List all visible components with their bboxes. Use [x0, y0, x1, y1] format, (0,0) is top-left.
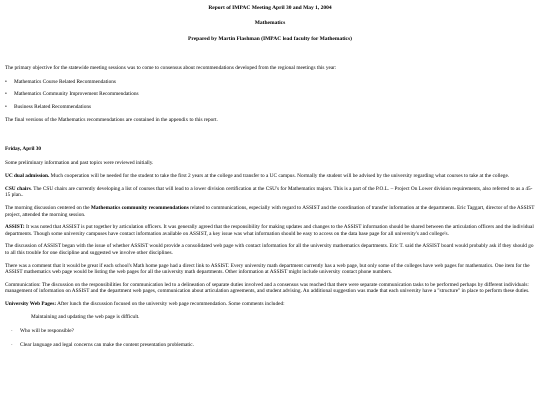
bullet-icon: · [11, 341, 13, 348]
assist-discussion-paragraph: The discussion of ASSIST began with the issue of whether ASSIST would provide a consolidated web page with contact information for all the university mathematics departments. Eric T. said the ASSIST board would probably ask if they should go to all this trouble for one discipline and suggested we involve other disciplines. [5, 243, 534, 256]
preliminary-paragraph: Some preliminary information and past topics were reviewed initially. [5, 159, 154, 166]
csu-chairs-paragraph [5, 186, 535, 199]
assist-text: It was noted that ASSIST is put together by articulation officers. It was generally agreed that the responsibility for making updates and changes to the ASSIST information should be shared between the articulation officers and the individual departments. Though some university campuses have contact information available on ASSIST, a key issue was what information should be easy to access on the data base page for all university's and college's. [5, 224, 534, 237]
bullet-icon: · [11, 328, 13, 335]
section-heading-friday: Friday, April 30 [5, 145, 42, 152]
indented-note: Maintaining and updating the web page is difficult. [31, 314, 140, 321]
list-item-label: Mathematics Course Related Recommendations [14, 78, 116, 85]
web-pages-paragraph [5, 301, 535, 308]
uc-label: UC dual admission. [5, 173, 50, 180]
web-label: University Web Pages: [5, 300, 57, 307]
bullet-icon: • [5, 103, 7, 110]
bullet-icon: • [5, 78, 7, 85]
list-item [5, 91, 535, 98]
csu-label: CSU chairs [5, 185, 31, 192]
list-item [5, 79, 535, 86]
morning-bold: Mathematics community recommendations [90, 204, 189, 211]
morning-pre: The morning discussion centered on the [5, 204, 91, 211]
uc-text: Much cooperation will be needed for the student to take the first 2 years at the college and transfer to a UC campus. Normally the student will be advised by the university regarding what courses to take at the college. [49, 173, 510, 180]
final-versions-paragraph: The final versions of the Mathematics recommendations are contained in the appendix to this report. [5, 117, 218, 124]
objective-paragraph: The primary objective for the statewide meeting sessions was to come to consensus about recommendations developed from the regional meetings this year: [5, 65, 337, 71]
morning-discussion-paragraph [5, 205, 535, 218]
home-page-paragraph: There was a comment that it would be great if each school's Math home page had a direct link to ASSIST. Every university math department currently has a web page, but only some of the colleges have web pages for mathematics. One item for the ASSIST mathematics web page would be listing the web pages for all the university math departments. Other information at ASSIST might include university contact phone numbers. [5, 262, 530, 276]
bullet-icon: • [5, 91, 7, 98]
report-subject: Mathematics [254, 20, 286, 26]
list-item-label: Business Related Recommendations [14, 103, 92, 110]
communication-paragraph: Communication: The discussion on the responsibilities for communication led to a delineation of separate duties involved and a consensus was reached that there were separate communication tasks to be performed perhaps by different individuals: management of information on ASSIST and the department web pages, communication about articulation agreements, and student advising. An additional suggestion was made that each university have a "structure" in place to perform these duties. [5, 281, 530, 295]
list-item-label: Mathematics Community Improvement Recommendations [14, 91, 139, 98]
assist-label: ASSIST: [5, 224, 25, 231]
list-item-label: Who will be responsible? [20, 328, 74, 335]
web-text: After lunch the discussion focused on the university web page recommendation. Some comments included: [56, 300, 285, 307]
report-title: Report of IMPAC Meeting April 30 and May 1, 2004 [208, 5, 332, 11]
list-item-label: Clear language and legal concerns can make the content presentation problematic. [20, 341, 194, 348]
list-item [5, 342, 535, 349]
list-item [5, 104, 535, 111]
assist-paragraph [5, 224, 535, 237]
morning-post: related to communications, especially with regard to ASSIST and the coordination of transfer information at the departments. Eric Taggart, director of the ASSIST project, attended the morning session. [5, 204, 535, 218]
report-author: Prepared by Martin Flashman (IMPAC lead faculty for Mathematics) [188, 36, 352, 42]
list-item [5, 328, 535, 335]
uc-dual-admission-paragraph [5, 173, 535, 180]
csu-text: . The CSU chairs are currently developing a list of courses that will lead to a lower division certification at the CSU's for Mathematics majors. This is a part of the P.O.L. – Project On Lower division requirements, also referred to as a 45-15 plan.. [5, 185, 533, 199]
